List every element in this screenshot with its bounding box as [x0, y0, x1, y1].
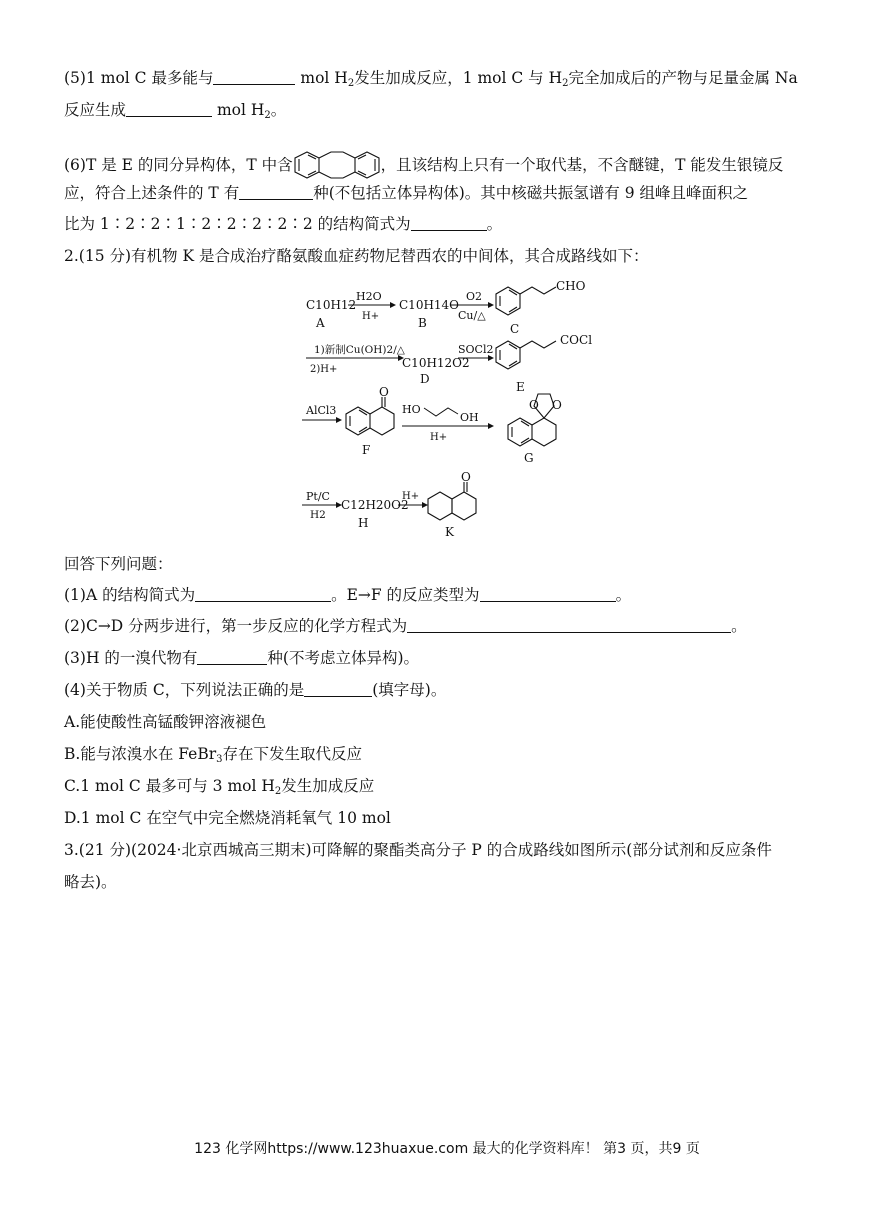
answer-blank[interactable] [197, 649, 267, 666]
sub-question-1: (1)A 的结构简式为 。E→F 的反应类型为 。 [64, 586, 632, 604]
svg-text:O: O [461, 470, 471, 484]
compound-E-structure [496, 341, 556, 369]
compound-K-label: K [445, 525, 454, 539]
svg-text:CHO: CHO [556, 279, 586, 293]
compound-F-structure [346, 397, 394, 435]
synthesis-scheme [0, 0, 894, 560]
compound-H-label: H [358, 516, 369, 530]
compound-A-label: A [316, 316, 325, 330]
question-3-line1: 3.(21 分)(2024·北京西城高三期末)可降解的聚酯类高分子 P 的合成路线如图所示(部分试剂和反应条件 [64, 841, 772, 859]
question-2-intro: 2.(15 分)有机物 K 是合成治疗酪氨酸血症药物尼替西农的中间体，其合成路线如下： [64, 247, 649, 265]
svg-text:AlCl3: AlCl3 [306, 404, 337, 417]
compound-E-label: E [516, 380, 525, 394]
svg-text:COCl: COCl [560, 333, 593, 347]
option-B: B.能与浓溴水在 FeBr$_3$存在下发生取代反应 [64, 745, 363, 765]
answer-intro: 回答下列问题： [64, 555, 173, 573]
compound-H-formula: C12H20O2 [341, 498, 409, 512]
q6-line2: 应，符合上述条件的 T 有 种(不包括立体异构体)。其中核磁共振氢谱有 9 组峰且峰面积之 [64, 184, 749, 202]
sub-question-2: (2)C→D 分两步进行，第一步反应的化学方程式为 。 [64, 617, 747, 635]
svg-text:Cu/△: Cu/△ [458, 309, 486, 322]
q5-line1: (5)1 mol C 最多能与 mol $H_2$发生加成反应，1 mol C 与 $H_2$完全加成后的产物与足量金属 Na [64, 69, 798, 89]
svg-text:1)新制Cu(OH)2/△: 1)新制Cu(OH)2/△ [314, 344, 405, 356]
compound-D-formula: C10H12O2 [402, 356, 470, 370]
compound-F-label: F [362, 443, 371, 457]
compound-G-label: G [524, 451, 534, 465]
svg-text:OH: OH [460, 411, 479, 424]
svg-text:HO: HO [402, 403, 421, 416]
compound-C-label: C [510, 322, 520, 336]
option-C: C.1 mol C 最多可与 3 mol $H_2$发生加成反应 [64, 777, 375, 797]
svg-text:SOCl2: SOCl2 [458, 343, 494, 356]
svg-text:H+: H+ [402, 491, 420, 502]
sub-question-3: (3)H 的一溴代物有 种(不考虑立体异构)。 [64, 649, 420, 667]
answer-blank[interactable] [195, 586, 331, 603]
svg-text:2)H+: 2)H+ [310, 364, 338, 375]
option-A: A.能使酸性高锰酸钾溶液褪色 [64, 713, 267, 731]
svg-text:H2: H2 [310, 509, 326, 521]
svg-text:H+: H+ [430, 432, 448, 443]
svg-text:H+: H+ [362, 311, 380, 322]
compound-A-formula: C10H12 [306, 298, 357, 312]
svg-text:O: O [529, 398, 539, 412]
compound-C-structure [496, 287, 556, 315]
q5-line2: 反应生成 mol $H_2$。 [64, 101, 287, 121]
question-3-line2: 略去)。 [64, 873, 117, 891]
svg-text:H2O: H2O [356, 290, 382, 303]
svg-text:O: O [552, 398, 562, 412]
q6-line3: 比为 1∶2∶2∶1∶2∶2∶2∶2∶2 的结构简式为 。 [64, 215, 503, 233]
page-footer: 123 化学网https://www.123huaxue.com 最大的化学资料库！ 第3 页，共9 页 [194, 1141, 700, 1157]
answer-blank[interactable] [304, 681, 372, 698]
svg-text:Pt/C: Pt/C [306, 490, 330, 503]
compound-D-label: D [420, 372, 430, 386]
q6-line1: (6)T 是 E 的同分异构体，T 中含 ，且该结构上只有一个取代基，不含醚键，T 能发生银镜反 [64, 148, 783, 182]
sub-question-4: (4)关于物质 C，下列说法正确的是 (填字母)。 [64, 681, 447, 699]
compound-B-label: B [418, 316, 427, 330]
svg-text:O: O [379, 385, 389, 399]
answer-blank[interactable] [480, 586, 616, 603]
answer-blank[interactable] [407, 617, 731, 634]
svg-text:O2: O2 [466, 290, 483, 303]
option-D: D.1 mol C 在空气中完全燃烧消耗氧气 10 mol [64, 809, 391, 827]
compound-B-formula: C10H14O [399, 298, 460, 312]
compound-K-structure [428, 482, 476, 520]
